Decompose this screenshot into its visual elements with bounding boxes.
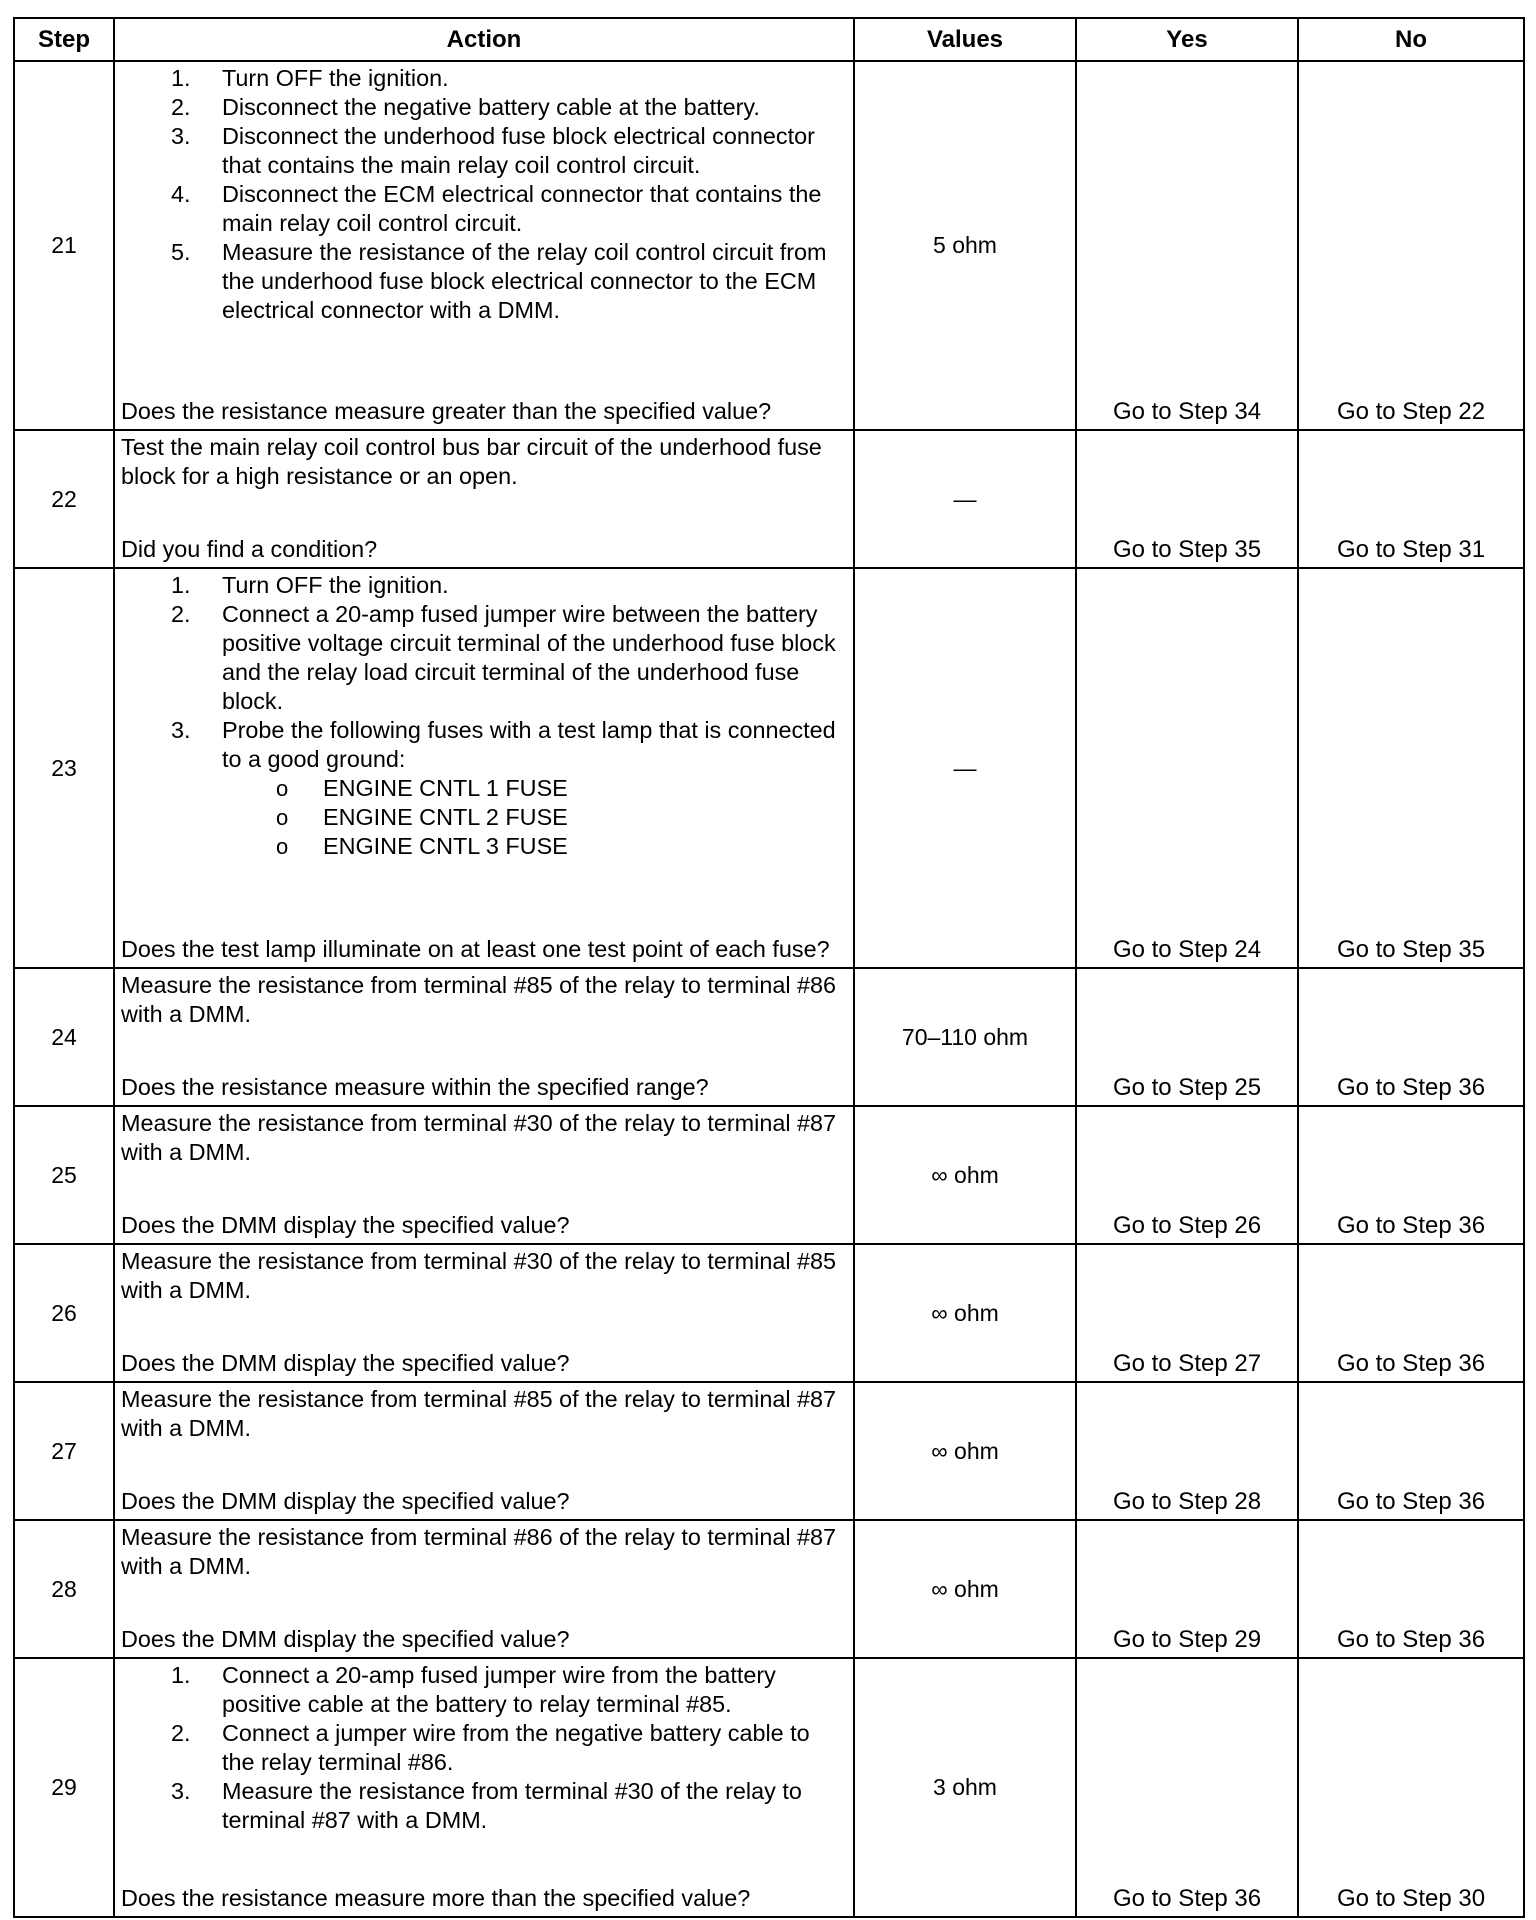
- step-text: Connect a 20-amp fused jumper wire from the battery positive cable at the battery to relay terminal #85.: [222, 1662, 776, 1717]
- action-step: [121, 1719, 847, 1777]
- yes-cell: [1076, 968, 1298, 1106]
- action-cell: [114, 61, 854, 430]
- value-cell: ∞ ohm: [854, 1520, 1076, 1658]
- no-cell: [1298, 568, 1524, 968]
- step-text: Turn OFF the ignition.: [222, 572, 449, 598]
- table-row: [14, 1106, 1524, 1244]
- action-step: [121, 93, 847, 122]
- step-cell: 27: [14, 1382, 114, 1520]
- yes-cell: [1076, 430, 1298, 568]
- step-cell: 25: [14, 1106, 114, 1244]
- action-question: Does the test lamp illuminate on at least one test point of each fuse?: [121, 936, 830, 962]
- fuse-item: [222, 832, 847, 861]
- step-number: 3.: [171, 1778, 191, 1804]
- no-cell: [1298, 968, 1524, 1106]
- action-step: [121, 238, 847, 325]
- fuse-text: ENGINE CNTL 1 FUSE: [323, 775, 568, 801]
- yes-cell: [1076, 1382, 1298, 1520]
- no-link[interactable]: Go to Step 36: [1336, 1212, 1486, 1239]
- action-step: [121, 1777, 847, 1835]
- action-question: Does the DMM display the specified value?: [121, 1488, 570, 1514]
- yes-cell: [1076, 568, 1298, 968]
- yes-link[interactable]: Go to Step 24: [1112, 936, 1262, 963]
- step-text: Connect a jumper wire from the negative battery cable to the relay terminal #86.: [222, 1720, 810, 1775]
- no-link[interactable]: Go to Step 36: [1336, 1626, 1486, 1653]
- step-text: Measure the resistance from terminal #30 of the relay to terminal #87 with a DMM.: [222, 1778, 802, 1833]
- yes-link[interactable]: Go to Step 27: [1112, 1350, 1262, 1377]
- action-text: Measure the resistance from terminal #85 of the relay to terminal #87 with a DMM.: [121, 1386, 837, 1441]
- action-cell: [114, 1520, 854, 1658]
- action-cell: [114, 568, 854, 968]
- table-row: [14, 61, 1524, 430]
- step-number: 2.: [171, 601, 191, 627]
- no-cell: [1298, 1520, 1524, 1658]
- action-question: Does the DMM display the specified value?: [121, 1212, 570, 1238]
- action-cell: [114, 1106, 854, 1244]
- step-text: Connect a 20-amp fused jumper wire between the battery positive voltage circuit terminal of the underhood fuse block and the relay load circuit terminal of the underhood fuse block.: [222, 601, 836, 714]
- action-cell: [114, 1382, 854, 1520]
- step-text: Disconnect the negative battery cable at the battery.: [222, 94, 760, 120]
- action-step: [121, 1661, 847, 1719]
- step-number: 1.: [171, 572, 191, 598]
- action-cell: [114, 1658, 854, 1917]
- fuse-item: [222, 803, 847, 832]
- no-cell: [1298, 1106, 1524, 1244]
- step-number: 2.: [171, 1720, 191, 1746]
- no-link[interactable]: Go to Step 36: [1336, 1488, 1486, 1515]
- action-question: Does the DMM display the specified value?: [121, 1350, 570, 1376]
- fuse-item: [222, 774, 847, 803]
- action-steps: [121, 64, 847, 325]
- value-cell: ∞ ohm: [854, 1382, 1076, 1520]
- no-link[interactable]: Go to Step 36: [1336, 1074, 1486, 1101]
- value-cell: 3 ohm: [854, 1658, 1076, 1917]
- yes-link[interactable]: Go to Step 29: [1112, 1626, 1262, 1653]
- no-link[interactable]: Go to Step 30: [1336, 1885, 1486, 1912]
- step-text: Disconnect the ECM electrical connector that contains the main relay coil control circuit.: [222, 181, 822, 236]
- no-cell: [1298, 1244, 1524, 1382]
- fuse-text: ENGINE CNTL 2 FUSE: [323, 804, 568, 830]
- header-values: Values: [854, 18, 1076, 61]
- yes-cell: [1076, 1244, 1298, 1382]
- step-number: 2.: [171, 94, 191, 120]
- step-cell: 24: [14, 968, 114, 1106]
- no-cell: [1298, 61, 1524, 430]
- bullet-icon: o: [276, 834, 289, 859]
- step-cell: 22: [14, 430, 114, 568]
- value-cell: 5 ohm: [854, 61, 1076, 430]
- yes-link[interactable]: Go to Step 36: [1112, 1885, 1262, 1912]
- step-number: 1.: [171, 1662, 191, 1688]
- yes-link[interactable]: Go to Step 26: [1112, 1212, 1262, 1239]
- yes-cell: [1076, 61, 1298, 430]
- bullet-icon: o: [276, 805, 289, 830]
- table-row: [14, 1382, 1524, 1520]
- action-text: Measure the resistance from terminal #85 of the relay to terminal #86 with a DMM.: [121, 972, 837, 1027]
- action-text: Test the main relay coil control bus bar circuit of the underhood fuse block for a high resistance or an open.: [121, 434, 822, 489]
- step-number: 1.: [171, 65, 191, 91]
- action-step: [121, 180, 847, 238]
- no-link[interactable]: Go to Step 31: [1336, 536, 1486, 563]
- step-number: 5.: [171, 239, 191, 265]
- diagnostic-table: [13, 17, 1525, 1918]
- action-step: [121, 64, 847, 93]
- action-steps: [121, 571, 847, 861]
- step-number: 4.: [171, 181, 191, 207]
- table-row: [14, 568, 1524, 968]
- yes-link[interactable]: Go to Step 35: [1112, 536, 1262, 563]
- yes-cell: [1076, 1106, 1298, 1244]
- step-cell: 26: [14, 1244, 114, 1382]
- yes-cell: [1076, 1520, 1298, 1658]
- yes-link[interactable]: Go to Step 28: [1112, 1488, 1262, 1515]
- value-cell: 70–110 ohm: [854, 968, 1076, 1106]
- step-text: Measure the resistance of the relay coil control circuit from the underhood fuse block electrical connector to the ECM electrical connector with a DMM.: [222, 239, 827, 323]
- action-cell: [114, 1244, 854, 1382]
- fuse-list: [222, 774, 847, 861]
- step-text: Disconnect the underhood fuse block electrical connector that contains the main relay coil control circuit.: [222, 123, 815, 178]
- no-link[interactable]: Go to Step 36: [1336, 1350, 1486, 1377]
- action-text: Measure the resistance from terminal #30 of the relay to terminal #85 with a DMM.: [121, 1248, 837, 1303]
- action-text: Measure the resistance from terminal #86 of the relay to terminal #87 with a DMM.: [121, 1524, 837, 1579]
- table-row: [14, 1244, 1524, 1382]
- step-number: 3.: [171, 717, 191, 743]
- no-link[interactable]: Go to Step 22: [1336, 398, 1486, 425]
- step-text: Probe the following fuses with a test lamp that is connected to a good ground:: [222, 717, 836, 772]
- value-cell: ∞ ohm: [854, 1244, 1076, 1382]
- yes-cell: [1076, 1658, 1298, 1917]
- action-question: Does the DMM display the specified value?: [121, 1626, 570, 1652]
- table-row: [14, 1658, 1524, 1917]
- step-cell: 23: [14, 568, 114, 968]
- value-cell: ∞ ohm: [854, 1106, 1076, 1244]
- table-row: [14, 968, 1524, 1106]
- header-step: Step: [14, 18, 114, 61]
- action-step: [121, 600, 847, 716]
- action-question: Does the resistance measure greater than the specified value?: [121, 398, 772, 424]
- value-cell: —: [854, 430, 1076, 568]
- fuse-text: ENGINE CNTL 3 FUSE: [323, 833, 568, 859]
- header-no: No: [1298, 18, 1524, 61]
- action-cell: [114, 430, 854, 568]
- step-cell: 29: [14, 1658, 114, 1917]
- action-steps: [121, 1661, 847, 1835]
- action-step: [121, 571, 847, 600]
- header-yes: Yes: [1076, 18, 1298, 61]
- action-step: [121, 716, 847, 861]
- action-cell: [114, 968, 854, 1106]
- value-cell: —: [854, 568, 1076, 968]
- action-question: Does the resistance measure within the specified range?: [121, 1074, 709, 1100]
- action-text: Measure the resistance from terminal #30 of the relay to terminal #87 with a DMM.: [121, 1110, 837, 1165]
- no-cell: [1298, 430, 1524, 568]
- step-number: 3.: [171, 123, 191, 149]
- yes-link[interactable]: Go to Step 34: [1112, 398, 1262, 425]
- bullet-icon: o: [276, 776, 289, 801]
- table-row: [14, 1520, 1524, 1658]
- table-row: [14, 430, 1524, 568]
- action-question: Does the resistance measure more than the specified value?: [121, 1885, 751, 1911]
- action-step: [121, 122, 847, 180]
- header-row: [14, 18, 1524, 61]
- step-cell: 21: [14, 61, 114, 430]
- action-question: Did you find a condition?: [121, 536, 378, 562]
- no-link[interactable]: Go to Step 35: [1336, 936, 1486, 963]
- step-cell: 28: [14, 1520, 114, 1658]
- yes-link[interactable]: Go to Step 25: [1112, 1074, 1262, 1101]
- step-text: Turn OFF the ignition.: [222, 65, 449, 91]
- no-cell: [1298, 1382, 1524, 1520]
- header-action: Action: [114, 18, 854, 61]
- no-cell: [1298, 1658, 1524, 1917]
